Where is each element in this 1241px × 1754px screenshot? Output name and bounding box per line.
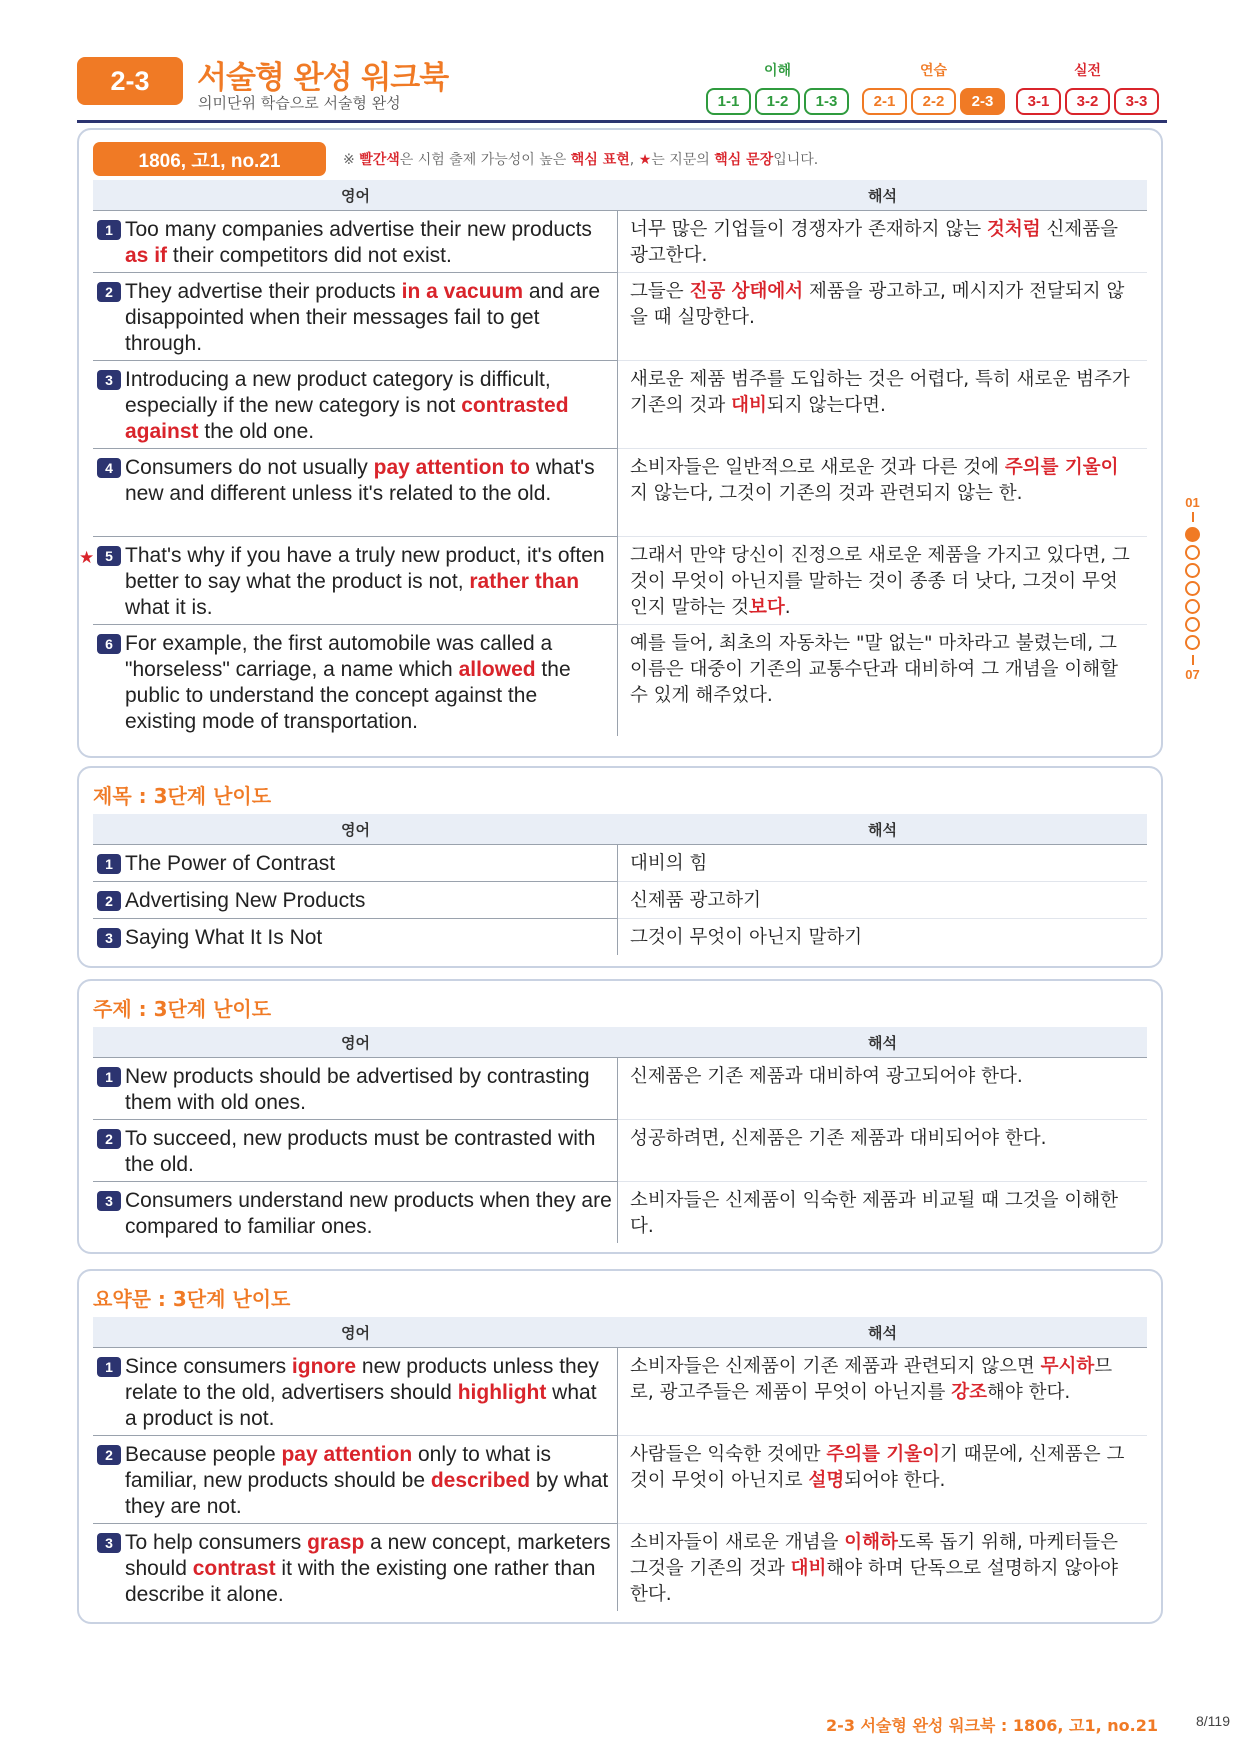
korean-text: 성공하려면, 신제품은 기존 제품과 대비되어야 한다. [630, 1128, 1047, 1149]
korean-cell [618, 448, 1147, 536]
table-body [93, 1057, 1147, 1243]
english-sentence [125, 1188, 613, 1240]
english-cell [93, 881, 618, 918]
passage-panel [77, 128, 1163, 758]
row-number-badge: 3 [97, 1533, 121, 1553]
english-text: Because people [125, 1443, 282, 1466]
english-sentence [125, 1354, 613, 1432]
table-row [93, 881, 1147, 918]
row-number-badge: 2 [97, 1445, 121, 1465]
korean-cell [618, 624, 1147, 736]
english-text: what's new and different unless it's related to the old. [125, 456, 595, 505]
section-heading: 주제 : 3단계 난이도 [93, 997, 272, 1021]
korean-text: 새로운 제품 범주를 도입하는 것은 어렵다, 특히 새로운 범주가 기존의 것과 [630, 369, 1130, 416]
star-icon: ★ [638, 152, 652, 168]
progress-dot [1185, 581, 1200, 596]
progress-dot [1185, 563, 1200, 578]
summary-panel [77, 1269, 1163, 1624]
footer-title: 2-3 서술형 완성 워크북 : 1806, 고1, no.21 [826, 1716, 1158, 1735]
korean-text: 예를 들어, 최초의 자동차는 "말 없는" 마차라고 불렸는데, 그 이름은 대중이 기존의 교통수단과 대비하여 그 개념을 이해할 수 있게 해주었다. [630, 633, 1118, 706]
progress-start: 01 [1185, 495, 1200, 510]
english-key-expression: contrasted against [125, 394, 569, 443]
english-key-expression: grasp [307, 1531, 365, 1554]
table-body [93, 844, 1147, 955]
level-group-understand [706, 60, 849, 115]
korean-text: 소비자들은 일반적으로 새로운 것과 다른 것에 [630, 457, 1005, 478]
row-number-badge: 3 [97, 928, 121, 948]
korean-cell [618, 918, 1147, 955]
row-number-badge: 6 [97, 634, 121, 654]
table-row [93, 272, 1147, 360]
korean-key-expression: 무시하 [1040, 1356, 1095, 1377]
progress-dot [1185, 599, 1200, 614]
english-text: only to what is familiar, new products should be [125, 1443, 552, 1492]
row-number-badge: 2 [97, 282, 121, 302]
korean-text: 신제품은 기존 제품과 대비하여 광고되어야 한다. [630, 1066, 1023, 1087]
progress-divider [1192, 655, 1194, 665]
english-text: Consumers do not usually [125, 456, 374, 479]
english-sentence [125, 217, 613, 269]
english-text: Too many companies advertise their new products [125, 218, 592, 241]
korean-key-expression: 설명 [808, 1470, 845, 1491]
english-cell [93, 210, 618, 272]
row-number-badge: 3 [97, 370, 121, 390]
english-text: new products unless they relate to the old, advertisers should [125, 1355, 599, 1404]
english-key-expression: pay attention to [373, 456, 530, 479]
table-row [79, 536, 1147, 624]
korean-key-expression: 보다 [749, 597, 785, 618]
star-icon: ★ [79, 548, 95, 567]
english-text: Saying What It Is Not [125, 926, 323, 949]
english-text: They advertise their products [125, 280, 402, 303]
english-key-expression: described [430, 1469, 531, 1492]
level-button-3-1[interactable]: 3-1 [1016, 88, 1061, 115]
table-row [93, 844, 1147, 881]
english-key-expression: pay attention [281, 1443, 413, 1466]
english-sentence [125, 1064, 613, 1116]
level-button-2-1[interactable]: 2-1 [862, 88, 907, 115]
korean-text: 그것이 무엇이 아닌지 말하기 [630, 927, 863, 948]
korean-key-expression: 것처럼 [986, 219, 1041, 240]
level-label: 연습 [919, 63, 948, 79]
english-cell [93, 1435, 618, 1523]
level-button-2-2[interactable]: 2-2 [911, 88, 956, 115]
english-sentence [125, 1126, 613, 1178]
level-button-1-2[interactable]: 1-2 [755, 88, 800, 115]
korean-text: 사람들은 익숙한 것에만 [630, 1444, 827, 1465]
korean-text: 너무 많은 기업들이 경쟁자가 존재하지 않는 [630, 219, 987, 240]
korean-cell [618, 1347, 1147, 1435]
table-header [93, 814, 1147, 844]
topic-panel [77, 979, 1163, 1254]
table-row [93, 210, 1147, 272]
table-row [93, 1523, 1147, 1611]
english-cell [93, 1119, 618, 1181]
english-text: The Power of Contrast [125, 852, 336, 875]
korean-cell [618, 1057, 1147, 1119]
column-korean: 해석 [868, 820, 897, 839]
english-text: it with the existing one rather than describe it alone. [125, 1557, 596, 1606]
level-label: 실전 [1073, 63, 1102, 79]
korean-text: 해야 한다. [986, 1382, 1071, 1403]
korean-cell [618, 1119, 1147, 1181]
korean-key-expression: 이해하 [844, 1532, 898, 1553]
english-sentence [125, 1530, 613, 1608]
korean-text: 소비자들은 신제품이 기존 제품과 관련되지 않으면 [630, 1356, 1041, 1377]
korean-cell [618, 1523, 1147, 1611]
topic-table [93, 1027, 1147, 1243]
korean-text: 기 때문에, 신제품은 그것이 무엇이 아닌지로 [630, 1444, 1125, 1491]
table-header [93, 1317, 1147, 1347]
english-sentence [125, 367, 613, 445]
row-number-badge: 1 [97, 220, 121, 240]
page-subtitle: 의미단위 학습으로 서술형 완성 [198, 94, 401, 112]
source-tag: 1806, 고1, no.21 [93, 142, 326, 176]
table-row [93, 448, 1147, 536]
level-button-1-1[interactable]: 1-1 [706, 88, 751, 115]
english-cell [93, 844, 618, 881]
english-sentence [125, 925, 322, 951]
english-sentence [125, 851, 335, 877]
english-cell [93, 1523, 618, 1611]
progress-dot [1185, 545, 1200, 560]
korean-key-expression: 주의를 기울이 [1004, 457, 1119, 478]
korean-cell [618, 1181, 1147, 1243]
table-row [93, 1347, 1147, 1435]
row-number-badge: 1 [97, 854, 121, 874]
english-text: To help consumers [125, 1531, 308, 1554]
korean-key-expression: 강조 [951, 1382, 987, 1403]
table-row [93, 360, 1147, 448]
korean-text: . [784, 597, 791, 618]
english-sentence [125, 631, 613, 735]
english-cell [93, 272, 618, 360]
note-key-expression: 핵심 표현 [570, 152, 630, 168]
row-number-badge: 1 [97, 1067, 121, 1087]
english-text: Introducing a new product category is difficult, especially if the new category is not [125, 368, 551, 417]
level-button-1-3[interactable]: 1-3 [804, 88, 849, 115]
english-text: by what they are not. [125, 1469, 609, 1518]
korean-text: 되지 않는다면. [766, 395, 886, 416]
progress-divider [1192, 512, 1194, 522]
page-title: 서술형 완성 워크북 [197, 60, 449, 96]
level-label: 이해 [763, 63, 792, 79]
summary-table [93, 1317, 1147, 1611]
english-cell [93, 360, 618, 448]
page-number: 8/119 [1196, 1713, 1230, 1729]
table-header [93, 1027, 1147, 1057]
korean-cell [618, 881, 1147, 918]
note-text: 은 시험 출제 가능성이 높은 [399, 152, 567, 168]
english-text: the old one. [198, 420, 315, 443]
level-group-practice [862, 60, 1005, 115]
section-heading: 요약문 : 3단계 난이도 [93, 1287, 291, 1311]
level-button-3-3[interactable]: 3-3 [1114, 88, 1159, 115]
passage-table [79, 180, 1147, 736]
section-heading: 제목 : 3단계 난이도 [93, 784, 272, 808]
column-korean: 해석 [868, 1033, 897, 1052]
row-number-badge: 5 [97, 546, 121, 566]
english-key-expression: rather than [469, 570, 580, 593]
korean-text: 소비자들이 새로운 개념을 [630, 1532, 845, 1553]
korean-key-expression: 대비 [790, 1558, 827, 1579]
row-number-badge: 2 [97, 1129, 121, 1149]
table-row [93, 1181, 1147, 1243]
english-text: what it is. [125, 596, 213, 619]
table-row [93, 1435, 1147, 1523]
table-header [93, 180, 1147, 210]
english-cell [93, 1181, 618, 1243]
english-cell [93, 1057, 618, 1119]
korean-cell [618, 360, 1147, 448]
column-english: 영어 [341, 820, 370, 839]
note-text: , [629, 152, 635, 168]
column-english: 영어 [341, 1033, 370, 1052]
column-english: 영어 [341, 1323, 370, 1342]
english-text: what a product is not. [125, 1381, 597, 1430]
row-number-badge: 3 [97, 1191, 121, 1211]
column-korean: 해석 [868, 1323, 897, 1342]
level-button-3-2[interactable]: 3-2 [1065, 88, 1110, 115]
legend-note [343, 149, 818, 169]
column-korean: 해석 [868, 186, 897, 205]
korean-text: 도록 돕기 위해, 마케터들은 그것을 기존의 것과 [630, 1532, 1118, 1579]
english-text: the public to understand the concept against the existing mode of transportation. [125, 658, 571, 733]
english-text: Advertising New Products [125, 889, 366, 912]
english-key-expression: as if [125, 244, 168, 267]
english-text: For example, the first automobile was called a "horseless" carriage, a name which [125, 632, 553, 681]
korean-text: 신제품을 광고한다. [630, 219, 1118, 266]
progress-dots [1185, 524, 1200, 653]
korean-cell [618, 210, 1147, 272]
english-key-expression: highlight [457, 1381, 547, 1404]
english-text: To succeed, new products must be contrasted with the old. [125, 1127, 596, 1176]
page-progress [1185, 495, 1200, 682]
english-text: That's why if you have a truly new product, it's often better to say what the product is not, [125, 544, 605, 593]
english-text: New products should be advertised by contrasting them with old ones. [125, 1065, 590, 1114]
korean-key-expression: 진공 상태에서 [689, 281, 804, 302]
column-english: 영어 [341, 186, 370, 205]
english-text: their competitors did not exist. [167, 244, 452, 267]
english-cell [93, 1347, 618, 1435]
korean-text: 제품을 광고하고, 메시지가 전달되지 않을 때 실망한다. [630, 281, 1125, 328]
korean-cell [618, 272, 1147, 360]
title-panel [77, 766, 1163, 968]
korean-text: 지 않는다, 그것이 기존의 것과 관련되지 않는 한. [630, 483, 1023, 504]
korean-text: 그래서 만약 당신이 진정으로 새로운 제품을 가지고 있다면, 그것이 무엇이 아닌지를 말하는 것이 종종 더 낫다, 그것이 무엇인지 말하는 것 [630, 545, 1130, 618]
english-cell [93, 624, 618, 736]
note-red-word: 빨간색 [359, 152, 400, 168]
english-key-expression: allowed [458, 658, 536, 681]
korean-key-expression: 대비 [731, 395, 767, 416]
english-sentence [125, 543, 613, 621]
table-row [93, 624, 1147, 736]
english-sentence [125, 455, 613, 507]
note-mark: ※ [343, 152, 355, 168]
table-row [93, 1057, 1147, 1119]
english-text: Consumers understand new products when they are compared to familiar ones. [125, 1189, 612, 1238]
korean-cell [618, 536, 1147, 624]
table-row [93, 1119, 1147, 1181]
korean-text: 므로, 광고주들은 제품이 무엇이 아닌지를 [630, 1356, 1113, 1403]
table-body [79, 210, 1147, 736]
korean-text: 해야 하며 단독으로 설명하지 않아야 한다. [630, 1558, 1118, 1605]
korean-cell [618, 1435, 1147, 1523]
english-key-expression: in a vacuum [401, 280, 524, 303]
row-number-badge: 4 [97, 458, 121, 478]
english-text: Since consumers [125, 1355, 292, 1378]
korean-text: 되어야 한다. [844, 1470, 946, 1491]
korean-cell [618, 844, 1147, 881]
english-key-expression: ignore [291, 1355, 357, 1378]
english-cell [93, 448, 618, 536]
english-sentence [125, 279, 613, 357]
english-sentence [125, 888, 365, 914]
title-table [93, 814, 1147, 955]
progress-dot [1185, 635, 1200, 650]
korean-text: 신제품 광고하기 [630, 890, 761, 911]
korean-text: 그들은 [630, 281, 690, 302]
korean-text: 소비자들은 신제품이 익숙한 제품과 비교될 때 그것을 이해한다. [630, 1190, 1118, 1237]
table-row [93, 918, 1147, 955]
table-body [93, 1347, 1147, 1611]
note-text: 는 지문의 [651, 152, 710, 168]
english-sentence [125, 1442, 613, 1520]
english-text: and are disappointed when their messages fail to get through. [125, 280, 601, 355]
note-text: 입니다. [773, 152, 819, 168]
progress-dot [1185, 527, 1200, 542]
korean-text: 대비의 힘 [630, 853, 708, 874]
note-key-sentence: 핵심 문장 [714, 152, 774, 168]
english-key-expression: contrast [192, 1557, 276, 1580]
english-cell [93, 918, 618, 955]
row-number-badge: 2 [97, 891, 121, 911]
progress-end: 07 [1185, 667, 1200, 682]
english-cell [79, 536, 618, 624]
level-button-2-3-active[interactable]: 2-3 [960, 88, 1005, 115]
progress-dot [1185, 617, 1200, 632]
section-badge: 2-3 [77, 57, 183, 105]
korean-key-expression: 주의를 기울이 [826, 1444, 941, 1465]
level-group-real [1016, 60, 1159, 115]
row-number-badge: 1 [97, 1357, 121, 1377]
header-divider [77, 120, 1167, 123]
english-text: a new concept, marketers should [125, 1531, 611, 1580]
